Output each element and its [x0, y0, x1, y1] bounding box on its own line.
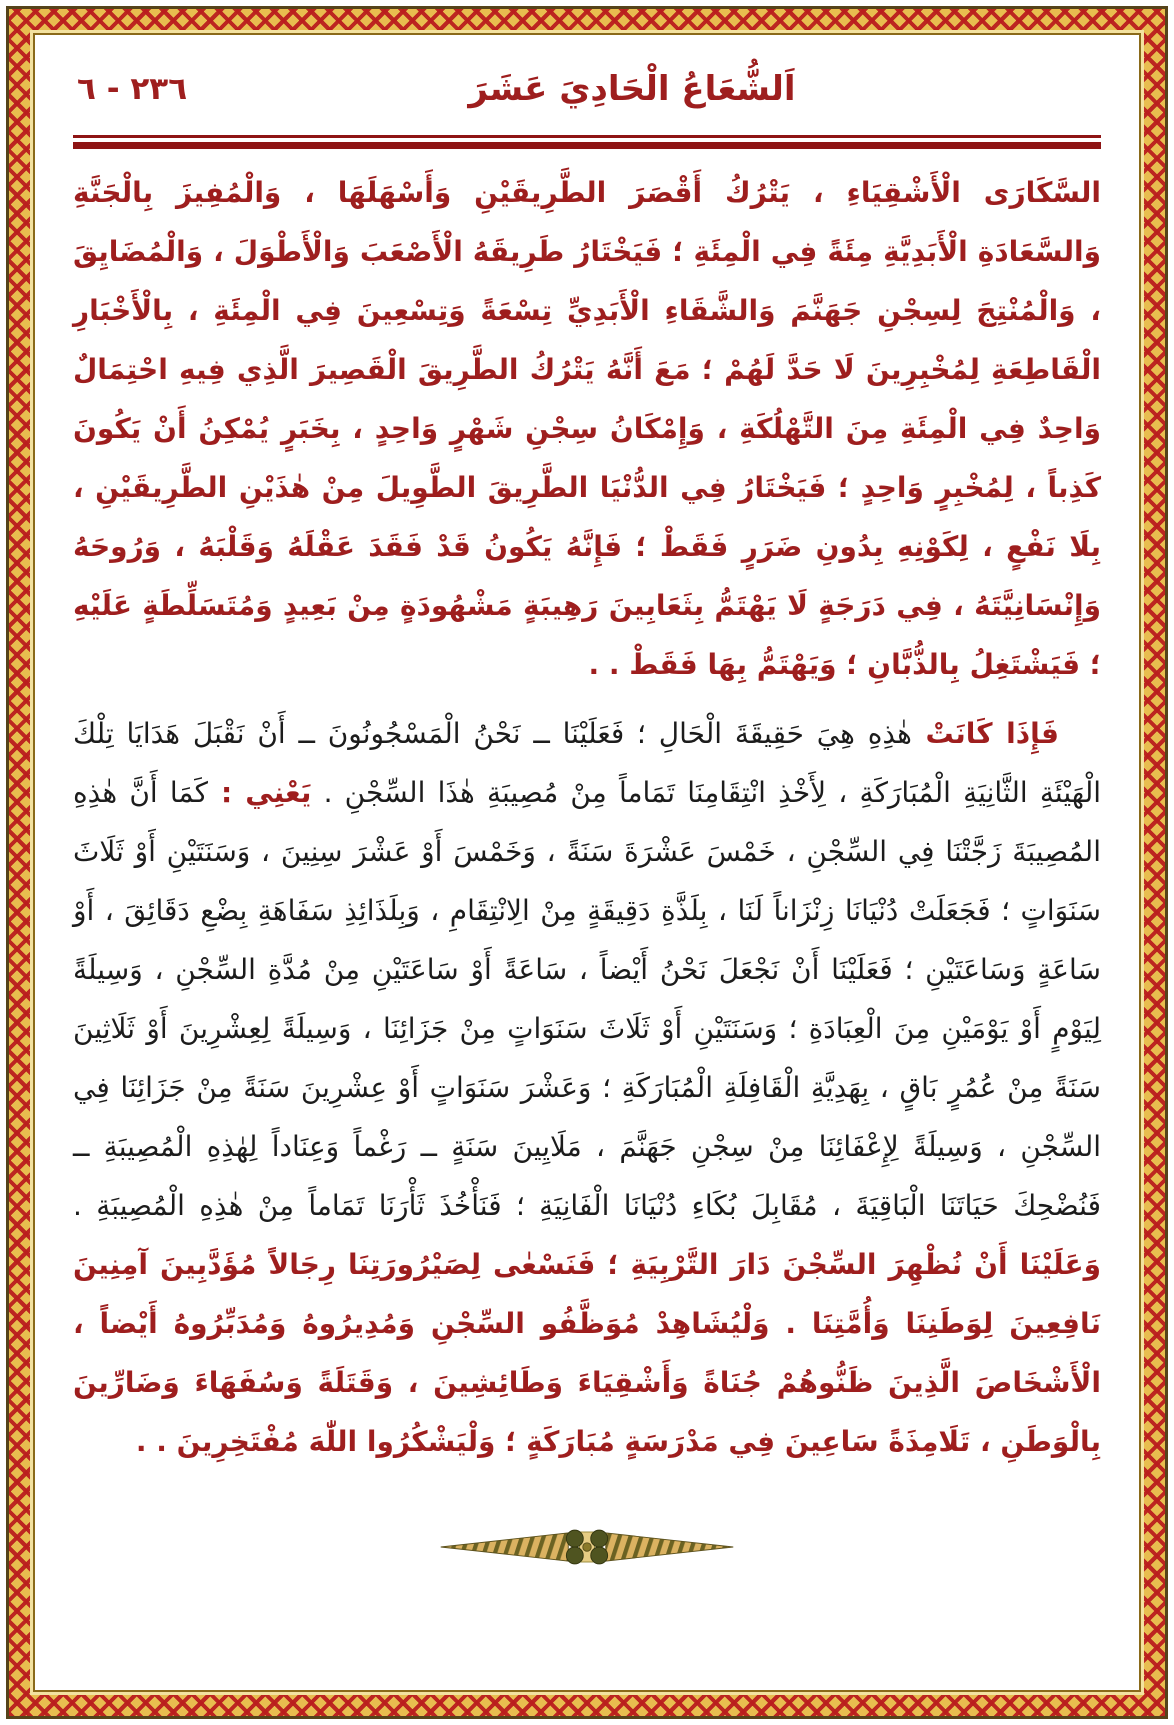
- body-text: [69, 163, 1105, 1471]
- paragraph: [73, 163, 1101, 694]
- text-span: السَّكَارَى الْأَشْقِيَاءِ ، يَتْرُكُ أَقْصَرَ الطَّرِيقَيْنِ وَأَسْهَلَهَا ، وَالْمُفِيزَ بِالْجَنَّةِ وَالسَّعَادَةِ الْأَبَدِيَّةِ مِئَةً فِي الْمِئَةِ ؛ فَيَخْتَارُ طَرِيقَهُ الْأَصْعَبَ وَالْأَطْوَلَ ، وَالْمُضَايِقَ ، وَالْمُنْتِجَ لِسِجْنِ جَهَنَّمَ وَالشَّقَاءِ الْأَبَدِيِّ تِسْعَةً وَتِسْعِينَ فِي الْمِئَةِ ، بِالْأَخْبَارِ الْقَاطِعَةِ لِمُخْبِرِينَ لَا حَدَّ لَهُمْ ؛ مَعَ أَنَّهُ يَتْرُكُ الطَّرِيقَ الْقَصِيرَ الَّذِي فِيهِ احْتِمَالٌ وَاحِدٌ فِي الْمِئَةِ مِنَ التَّهْلُكَةِ ، وَإِمْكَانُ سِجْنِ شَهْرٍ وَاحِدٍ ، بِخَبَرٍ يُمْكِنُ أَنْ يَكُونَ كَذِباً ، لِمُخْبِرٍ وَاحِدٍ ؛ فَيَخْتَارُ فِي الدُّنْيَا الطَّرِيقَ الطَّوِيلَ مِنْ هٰذَيْنِ الطَّرِيقَيْنِ ، بِلَا نَفْعٍ ، لِكَوْنِهِ بِدُونِ ضَرَرٍ فَقَطْ ؛ فَإِنَّهُ يَكُونُ قَدْ فَقَدَ عَقْلَهُ وَقَلْبَهُ ، وَرُوحَهُ وَإِنْسَانِيَّتَهُ ، فِي دَرَجَةٍ لَا يَهْتَمُّ بِثَعَابِينَ رَهِيبَةٍ مَشْهُودَةٍ مِنْ بَعِيدٍ وَمُتَسَلِّطَةٍ عَلَيْهِ ؛ فَيَشْتَغِلُ بِالذُّبَّانِ ؛ وَيَهْتَمُّ بِهَا فَقَطْ . .: [73, 176, 1101, 681]
- decorative-border-frame: [6, 6, 1168, 1719]
- paragraph: [73, 704, 1101, 1471]
- text-span: يَعْنِي :: [207, 776, 312, 809]
- page-number: ٢٣٦ - ٦: [77, 71, 188, 107]
- text-span: وَعَلَيْنَا أَنْ نُظْهِرَ السِّجْنَ دَارَ التَّرْبِيَةِ ؛ فَنَسْعٰى لِصَيْرُورَتِنَا رِجَالاً مُؤَدَّبِينَ آمِنِينَ نَافِعِينَ لِوَطَنِنَا وَأُمَّتِنَا . وَلْيُشَاهِدْ مُوَظَّفُو السِّجْنِ وَمُدِيرُوهُ وَمُدَبِّرُوهُ أَيْضاً ، الْأَشْخَاصَ الَّذِينَ ظَنُّوهُمْ جُنَاةً وَأَشْقِيَاءَ وَطَائِشِينَ ، وَقَتَلَةً وَسُفَهَاءَ وَضَارِّينَ بِالْوَطَنِ ، تَلَامِذَةً سَاعِينَ فِي مَدْرَسَةٍ مُبَارَكَةٍ ؛ وَلْيَشْكُرُوا اللّٰهَ مُفْتَخِرِينَ . .: [73, 1248, 1101, 1458]
- text-span: فَإِذَا كَانَتْ: [911, 717, 1059, 750]
- footer-ornament-row: [69, 1523, 1105, 1575]
- page-content-area: [33, 33, 1141, 1692]
- chapter-title: اَلشُّعَاعُ الْحَادِيَ عَشَرَ: [468, 69, 796, 109]
- divider-ornament-icon: [437, 1523, 737, 1571]
- page-header: [69, 69, 1105, 133]
- text-span: كَمَا أَنَّ هٰذِهِ المُصِيبَةَ زَجَّتْنَا فِي السِّجْنِ ، خَمْسَ عَشْرَةَ سَنَةً ، وَخَمْسَ أَوْ عَشْرَ سِنِينَ ، وَسَنَتَيْنِ أَوْ ثَلَاثَ سَنَوَاتٍ ؛ فَجَعَلَتْ دُنْيَانَا زِنْزَاناً لَنَا ، بِلَذَّةِ دَقِيقَةٍ مِنْ الِانْتِقَامِ ، وَبِلَذَائِذِ سَفَاهَةِ بِضْعِ دَقَائِقَ ، أَوْ سَاعَةٍ وَسَاعَتَيْنِ ؛ فَعَلَيْنَا أَنْ نَجْعَلَ نَحْنُ أَيْضاً ، سَاعَةً أَوْ سَاعَتَيْنِ مِنْ مُدَّةِ السِّجْنِ ، وَسِيلَةً لِيَوْمٍ أَوْ يَوْمَيْنِ مِنَ الْعِبَادَةِ ؛ وَسَنَتَيْنِ أَوْ ثَلَاثَ سَنَوَاتٍ مِنْ جَزَائِنَا ، وَسِيلَةً لِعِشْرِينَ أَوْ ثَلَاثِينَ سَنَةً مِنْ عُمُرٍ بَاقٍ ، بِهَدِيَّةِ الْقَافِلَةِ الْمُبَارَكَةِ ؛ وَعَشْرَ سَنَوَاتٍ أَوْ عِشْرِينَ سَنَةً مِنْ جَزَائِنَا فِي السِّجْنِ ، وَسِيلَةً لِإِعْفَائِنَا مِنْ سِجْنِ جَهَنَّمَ ، مَلَايِينَ سَنَةٍ ــ رَغْماً وَعِنَاداً لِهٰذِهِ الْمُصِيبَةِ ــ فَنُضْحِكَ حَيَاتَنَا الْبَاقِيَةَ ، مُقَابِلَ بُكَاءِ دُنْيَانَا الْفَانِيَةِ ؛ فَنَأْخُذَ ثَأْرَنَا تَمَاماً مِنْ هٰذِهِ الْمُصِيبَةِ .: [73, 776, 1101, 1222]
- header-double-rule: [73, 135, 1101, 149]
- text-span: هٰذِهِ هِيَ حَقِيقَةَ الْحَالِ ؛ فَعَلَيْنَا ــ نَحْنُ الْمَسْجُونُونَ ــ أَنْ نَقْبَلَ هَدَايَا تِلْكَ الْهَيْئَةِ الثَّانِيَةِ الْمُبَارَكَةِ ، لِأَخْذِ انْتِقَامِنَا تَمَاماً مِنْ مُصِيبَةِ هٰذَا السِّجْنِ .: [73, 717, 1101, 809]
